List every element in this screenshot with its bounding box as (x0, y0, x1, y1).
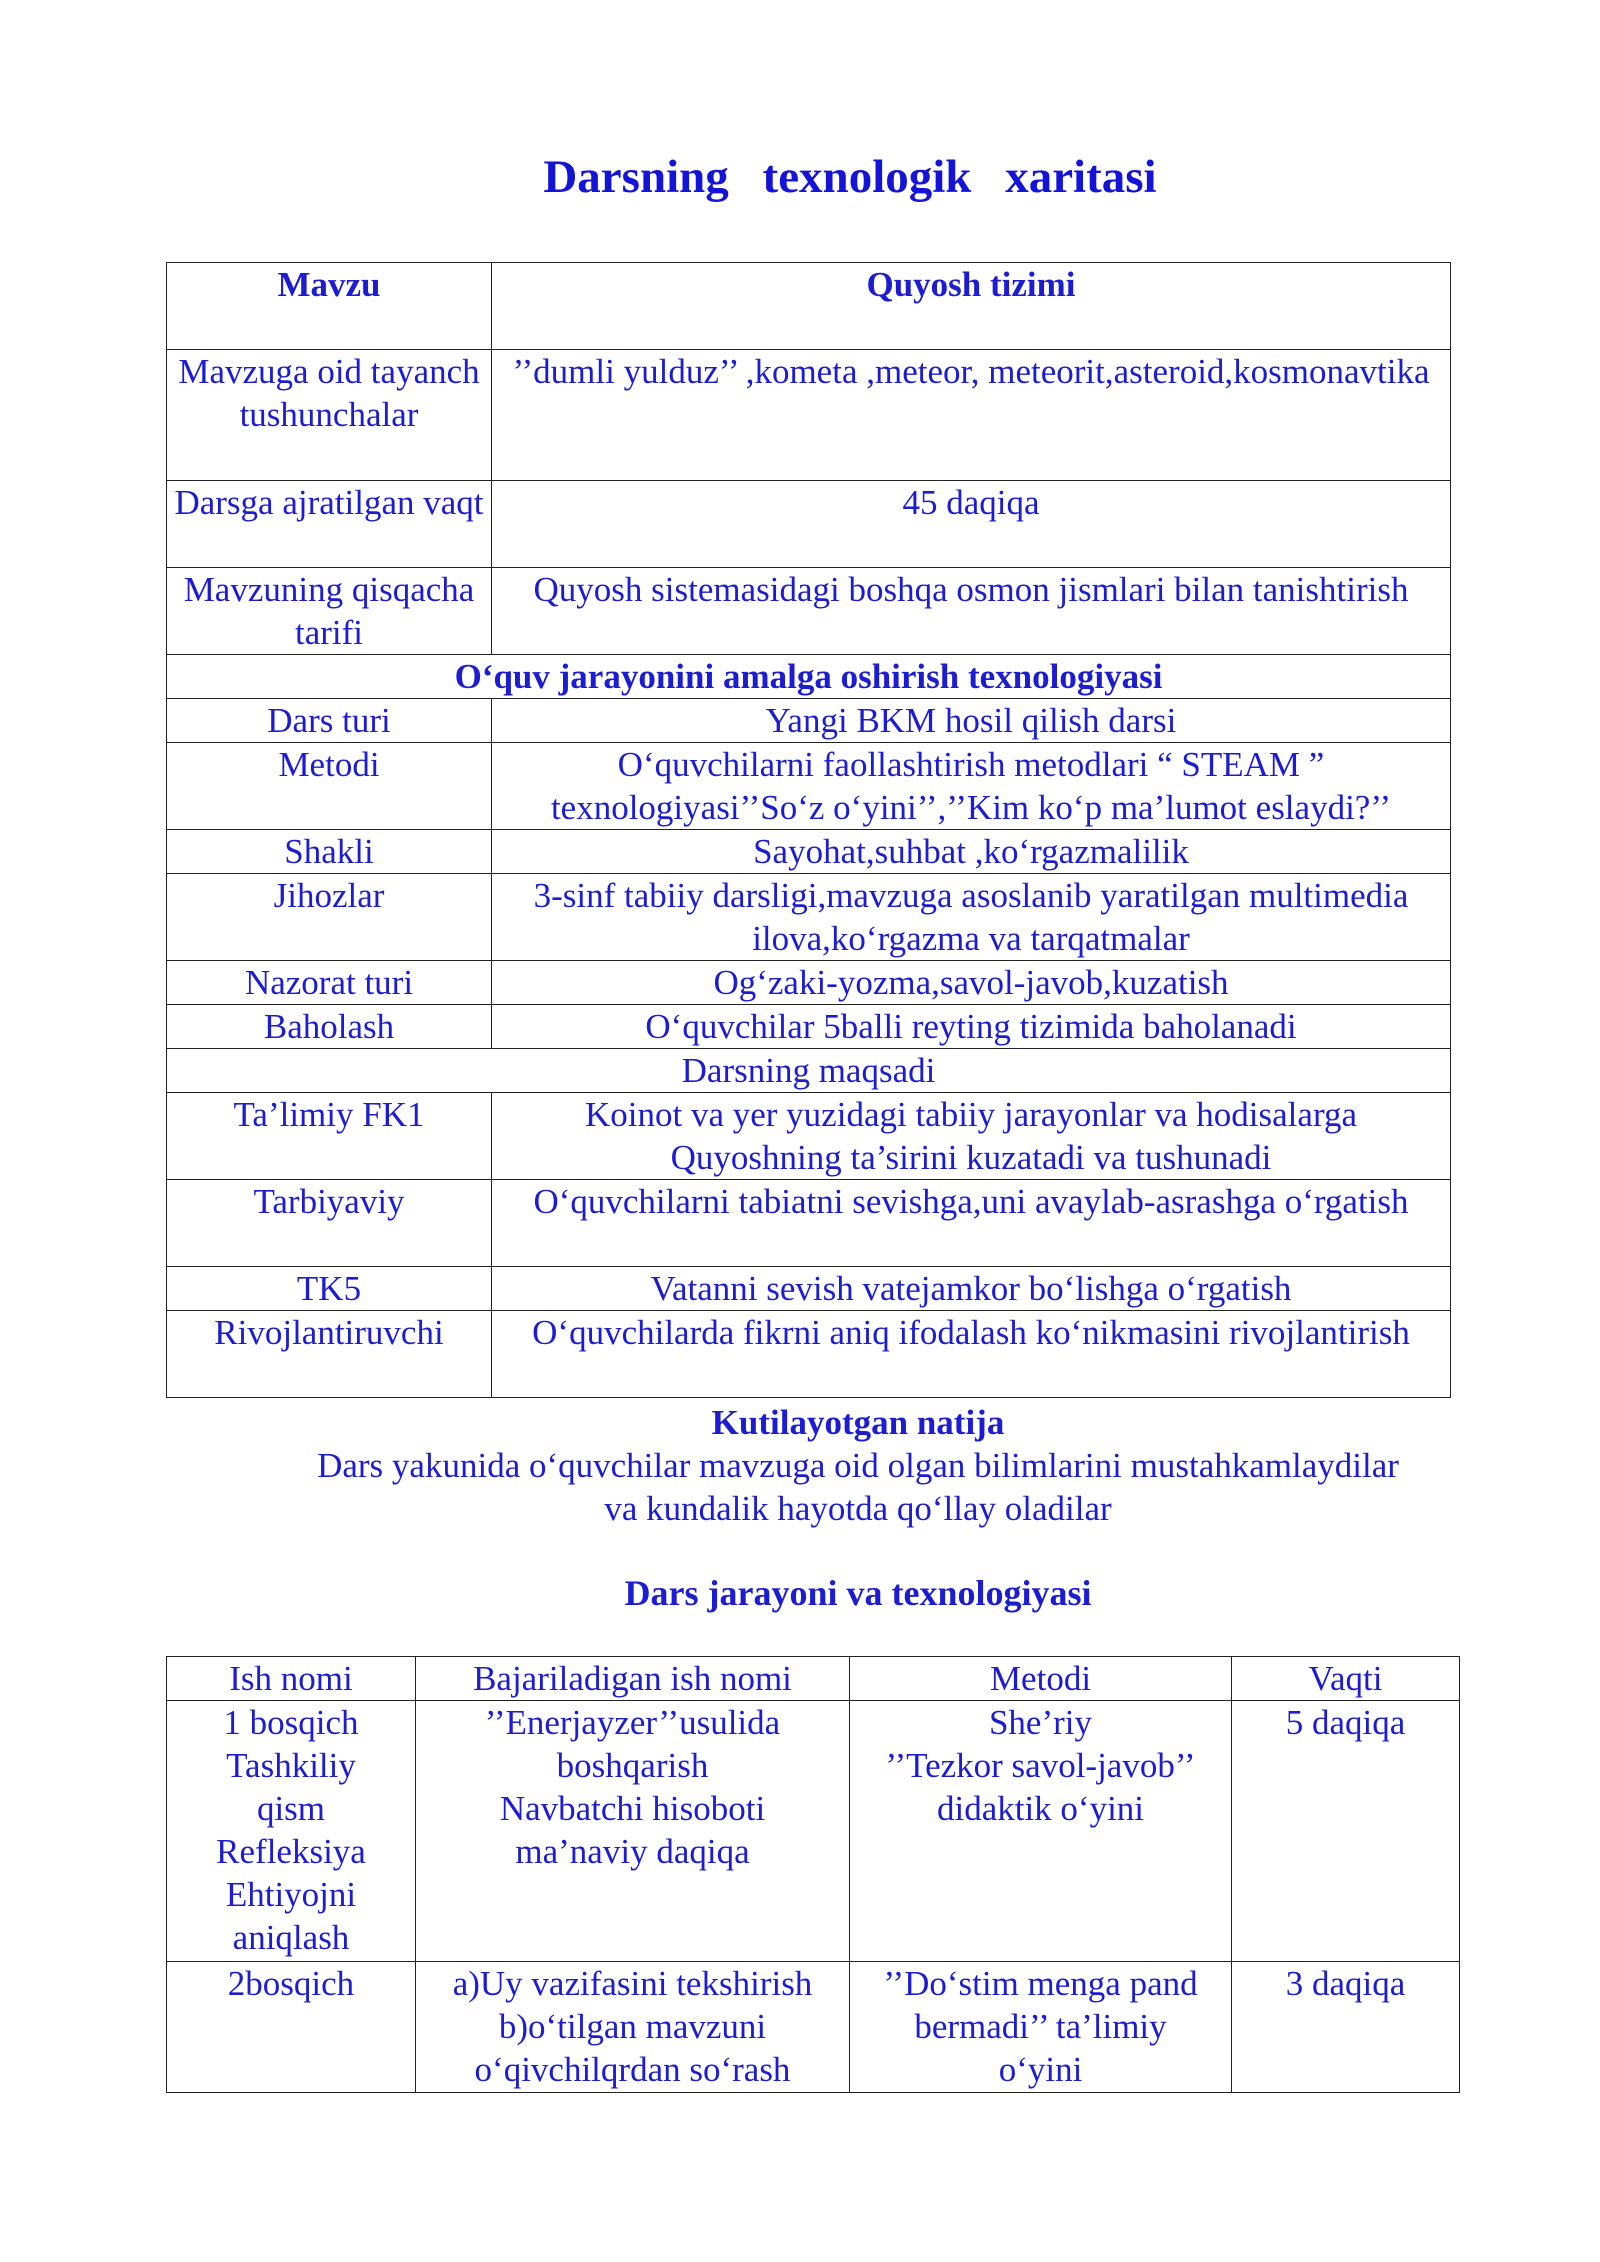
table-row (167, 961, 1451, 1005)
cell-line: Refleksiya (216, 1832, 366, 1871)
table-cell (416, 1701, 850, 1962)
cell-line: She’riy (988, 1703, 1093, 1742)
row-label: Mavzu (167, 263, 492, 350)
table-row (167, 699, 1451, 743)
cell-line: didaktik o‘yini (936, 1789, 1145, 1828)
row-label: Metodi (167, 743, 492, 830)
table-row (167, 830, 1451, 874)
row-value: O‘quvchilarni tabiatni sevishga,uni avaylab-asrashga o‘rgatish (492, 1180, 1451, 1267)
row-label: Shakli (167, 830, 492, 874)
row-label: TK5 (167, 1267, 492, 1311)
table-row (167, 743, 1451, 830)
expected-result-line-1: Dars yakunida o‘quvchilar mavzuga oid olgan bilimlarini mustahkamlaydilar (317, 1446, 1399, 1485)
row-value: ’’dumli yulduz’’ ,kometa ,meteor, meteorit,asteroid,kosmonavtika (492, 350, 1451, 481)
table-cell (416, 1962, 850, 2093)
row-label: Nazorat turi (167, 961, 492, 1005)
cell-line: 3 daqiqa (1285, 1964, 1406, 2003)
table-cell (1232, 1962, 1460, 2093)
table-row (167, 1311, 1451, 1398)
cell-line: 1 bosqich (223, 1703, 359, 1742)
row-value: Koinot va yer yuzidagi tabiiy jarayonlar va hodisalarga Quyoshning ta’sirini kuzatadi va tushunadi (492, 1093, 1451, 1180)
table-cell (167, 1962, 416, 2093)
section-band: Darsning maqsadi (167, 1049, 1451, 1093)
page-title: Darsning texnologik xaritasi (543, 151, 1157, 203)
table-row (167, 1962, 1460, 2093)
row-label: Tarbiyaviy (167, 1180, 492, 1267)
row-label: Jihozlar (167, 874, 492, 961)
row-value: 3-sinf tabiiy darsligi,mavzuga asoslanib yaratilgan multimedia ilova,ko‘rgazma va tarqatmalar (492, 874, 1451, 961)
table-row (167, 874, 1451, 961)
cell-line: qism (256, 1789, 326, 1828)
cell-line: o‘qivchilqrdan so‘rash (474, 2050, 791, 2089)
row-label: Mavzuga oid tayanch tushunchalar (167, 350, 492, 481)
column-header: Bajariladigan ish nomi (416, 1657, 850, 1701)
row-value: O‘quvchilarni faollashtirish metodlari “ STEAM ” texnologiyasi’’So‘z o‘yini’’,’’Kim ko‘p ma’lumot eslaydi?’’ (492, 743, 1451, 830)
table-row (167, 1267, 1451, 1311)
row-label: Rivojlantiruvchi (167, 1311, 492, 1398)
table-cell (1232, 1701, 1460, 1962)
row-value: Yangi BKM hosil qilish darsi (492, 699, 1451, 743)
table-row (167, 568, 1451, 655)
table-row (167, 1180, 1451, 1267)
table-row (167, 263, 1451, 350)
table-cell (850, 1701, 1232, 1962)
table-row (167, 655, 1451, 699)
cell-line: bermadi’’ ta’limiy (914, 2007, 1167, 2046)
row-label: Baholash (167, 1005, 492, 1049)
cell-line: b)o‘tilgan mavzuni (498, 2007, 767, 2046)
column-header: Ish nomi (167, 1657, 416, 1701)
column-header: Metodi (850, 1657, 1232, 1701)
expected-result-heading: Kutilayotgan natija (711, 1403, 1005, 1442)
row-value: O‘quvchilarda fikrni aniq ifodalash ko‘nikmasini rivojlantirish (492, 1311, 1451, 1398)
row-value: Og‘zaki-yozma,savol-javob,kuzatish (492, 961, 1451, 1005)
row-label: Ta’limiy FK1 (167, 1093, 492, 1180)
column-header: Vaqti (1232, 1657, 1460, 1701)
row-label: Darsga ajratilgan vaqt (167, 481, 492, 568)
cell-line: aniqlash (232, 1918, 350, 1957)
cell-line: ’’Do‘stim menga pand (883, 1964, 1198, 2003)
row-value: 45 daqiqa (492, 481, 1451, 568)
table-row (167, 350, 1451, 481)
table-row (167, 1701, 1460, 1962)
cell-line: a)Uy vazifasini tekshirish (452, 1964, 813, 2003)
cell-line: 5 daqiqa (1285, 1703, 1406, 1742)
row-value: Quyosh sistemasidagi boshqa osmon jismlari bilan tanishtirish (492, 568, 1451, 655)
row-value: Sayohat,suhbat ,ko‘rgazmalilik (492, 830, 1451, 874)
row-label: Mavzuning qisqacha tarifi (167, 568, 492, 655)
table-cell (850, 1962, 1232, 2093)
table-row (167, 1093, 1451, 1180)
row-value: Quyosh tizimi (492, 263, 1451, 350)
table-row (167, 1005, 1451, 1049)
section-band: O‘quv jarayonini amalga oshirish texnologiyasi (167, 655, 1451, 699)
table-row (167, 481, 1451, 568)
cell-line: 2bosqich (227, 1964, 355, 2003)
lesson-map-table (166, 262, 1451, 1398)
row-value: O‘quvchilar 5balli reyting tizimida baholanadi (492, 1005, 1451, 1049)
process-heading: Dars jarayoni va texnologiyasi (624, 1573, 1092, 1613)
cell-line: Navbatchi hisoboti (499, 1789, 766, 1828)
cell-line: Tashkiliy (226, 1746, 356, 1785)
table-cell (167, 1701, 416, 1962)
cell-line: boshqarish (556, 1746, 709, 1785)
cell-line: Ehtiyojni (225, 1875, 357, 1914)
cell-line: o‘yini (998, 2050, 1083, 2089)
table-row (167, 1049, 1451, 1093)
row-value: Vatanni sevish vatejamkor bo‘lishga o‘rgatish (492, 1267, 1451, 1311)
row-label: Dars turi (167, 699, 492, 743)
lesson-process-table (166, 1656, 1460, 2093)
cell-line: ’’Tezkor savol-javob’’ (885, 1746, 1196, 1785)
expected-result-line-2: va kundalik hayotda qo‘llay oladilar (604, 1489, 1112, 1528)
cell-line: ’’Enerjayzer’’usulida (484, 1703, 781, 1742)
cell-line: ma’naviy daqiqa (515, 1832, 750, 1871)
table-header-row (167, 1657, 1460, 1701)
